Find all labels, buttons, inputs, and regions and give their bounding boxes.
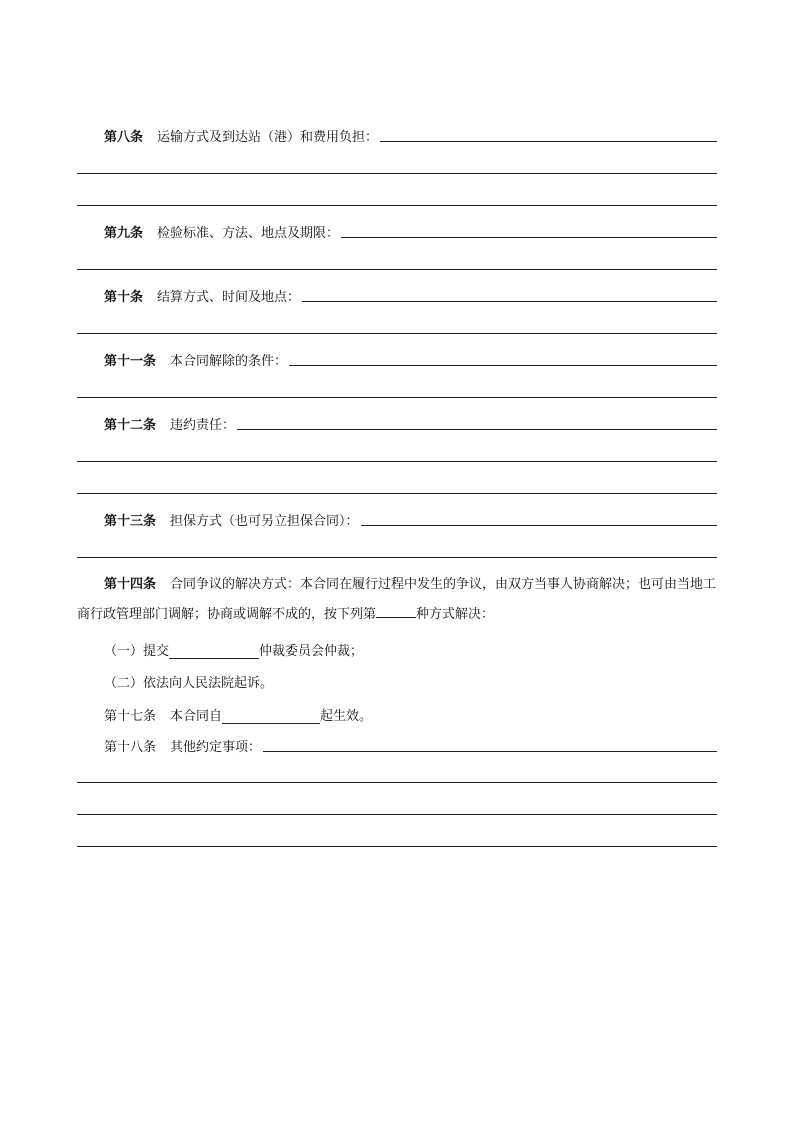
article-14 xyxy=(77,570,717,630)
article-10-fill-line[interactable] xyxy=(302,300,717,302)
article-12-text: 违约责任： xyxy=(170,418,236,433)
article-12-number: 第十二条 xyxy=(104,418,157,433)
article-9 xyxy=(104,222,717,241)
article-11 xyxy=(104,350,717,369)
article-13 xyxy=(104,510,717,529)
article-8-number: 第八条 xyxy=(104,130,144,145)
article-18 xyxy=(104,736,717,755)
article-13-fill-line[interactable] xyxy=(361,524,717,526)
option-2-text: （二）依法向人民法院起诉。 xyxy=(104,676,274,691)
article-11-fill-line[interactable] xyxy=(289,364,717,366)
article-9-text: 检验标准、方法、地点及期限： xyxy=(157,226,340,241)
article-10-fill-line-2[interactable] xyxy=(77,333,717,334)
article-10 xyxy=(104,286,717,305)
article-9-number: 第九条 xyxy=(104,226,144,241)
effective-date-blank[interactable] xyxy=(222,709,320,724)
option-1-suffix: 仲裁委员会仲裁； xyxy=(259,644,364,659)
article-18-fill-line-4[interactable] xyxy=(77,846,717,847)
article-13-number: 第十三条 xyxy=(104,514,157,529)
article-8 xyxy=(104,126,717,145)
article-11-fill-line-2[interactable] xyxy=(77,397,717,398)
article-14-text-end: 种方式解决： xyxy=(416,607,495,622)
article-12-fill-line-2[interactable] xyxy=(77,461,717,462)
article-8-fill-line-2[interactable] xyxy=(77,173,717,174)
article-17 xyxy=(104,705,372,724)
option-1 xyxy=(104,640,363,659)
article-8-fill-line[interactable] xyxy=(380,140,717,142)
article-14-number: 第十四条 xyxy=(104,577,157,592)
article-18-text: 其他约定事项： xyxy=(170,740,262,755)
article-17-prefix: 本合同自 xyxy=(170,709,223,724)
article-11-number: 第十一条 xyxy=(104,354,157,369)
article-12-fill-line-3[interactable] xyxy=(77,493,717,494)
article-8-fill-line-3[interactable] xyxy=(77,205,717,206)
option-2 xyxy=(104,672,273,691)
article-18-number: 第十八条 xyxy=(104,740,157,755)
article-12 xyxy=(104,414,717,433)
article-14-text: 合同争议的解决方式：本合同在履行过程中发生的争议，由双方当事人协商解决；也可由当地工商行政管理部门调解；协商或调解不成的，按下列第 xyxy=(77,577,717,622)
option-1-prefix: （一）提交 xyxy=(104,644,170,659)
article-10-number: 第十条 xyxy=(104,290,144,305)
article-11-text: 本合同解除的条件： xyxy=(170,354,288,369)
article-18-fill-line-3[interactable] xyxy=(77,814,717,815)
article-8-text: 运输方式及到达站（港）和费用负担： xyxy=(157,130,379,145)
article-9-fill-line[interactable] xyxy=(341,236,717,238)
article-13-fill-line-2[interactable] xyxy=(77,557,717,558)
arbitration-commission-blank[interactable] xyxy=(169,644,259,659)
option-number-blank[interactable] xyxy=(376,603,416,618)
article-12-fill-line[interactable] xyxy=(237,428,717,430)
article-13-text: 担保方式（也可另立担保合同）： xyxy=(170,514,359,529)
article-10-text: 结算方式、时间及地点： xyxy=(157,290,301,305)
article-9-fill-line-2[interactable] xyxy=(77,269,717,270)
article-18-fill-line-2[interactable] xyxy=(77,782,717,783)
article-18-fill-line[interactable] xyxy=(263,750,717,752)
article-17-number: 第十七条 xyxy=(104,709,157,724)
article-17-suffix: 起生效。 xyxy=(320,709,373,724)
